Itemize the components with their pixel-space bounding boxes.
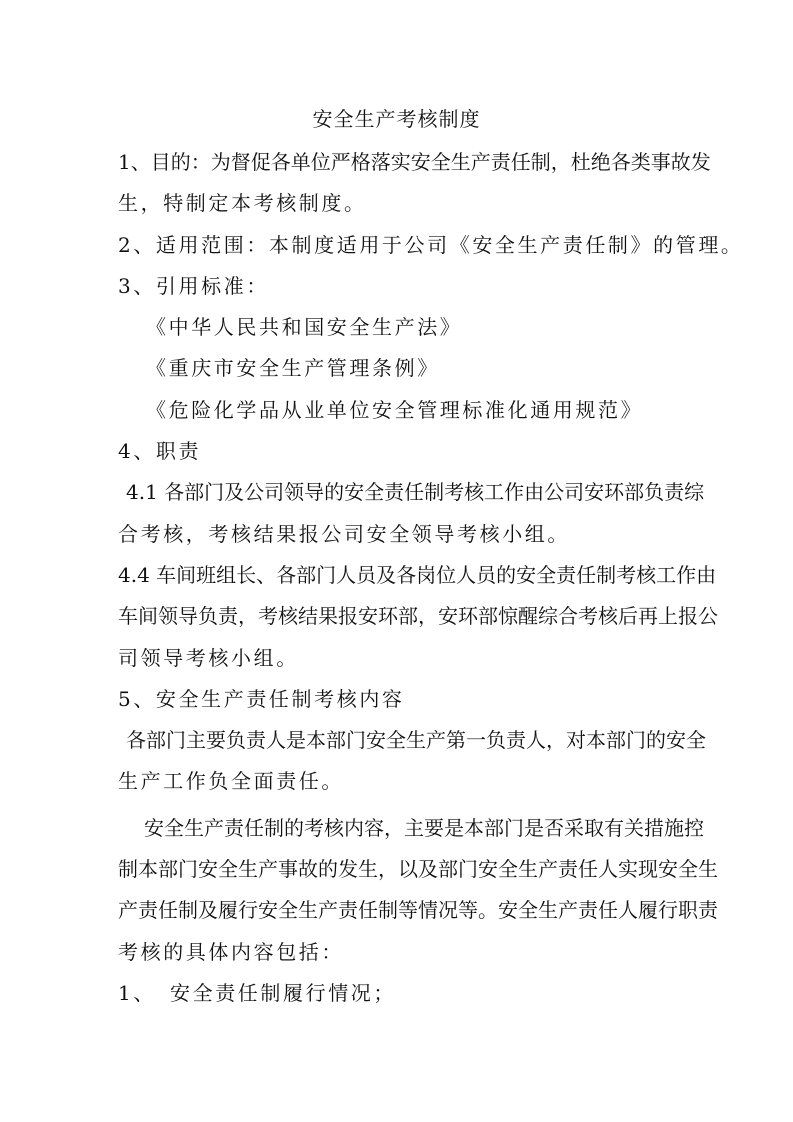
- paragraph-content-line: 产责任制及履行安全生产责任制等情况等。安全生产责任人履行职责: [118, 898, 718, 923]
- duty-4-4-line: 司领导考核小组。: [118, 645, 299, 670]
- list-item: [118, 973, 684, 1014]
- heading-assessment-content: 5、安全生产责任制考核内容: [118, 686, 405, 711]
- paragraph-content-line: 安全生产责任制的考核内容，主要是本部门是否采取有关措施控: [144, 815, 704, 840]
- list-item-text: 安全责任制履行情况；: [170, 980, 396, 1005]
- paragraph-purpose-line: 生，特制定本考核制度。: [118, 191, 367, 216]
- paragraph-scope: 2、适用范围：本制度适用于公司《安全生产责任制》的管理。: [118, 232, 744, 257]
- document-title: 安全生产考核制度: [312, 107, 481, 131]
- paragraph-responsibility-line: 生产工作负全面责任。: [118, 769, 344, 794]
- document-body: [118, 142, 744, 1014]
- duty-4-4-line: 4.4 车间班组长、各部门人员及各岗位人员的安全责任制考核工作由: [118, 562, 717, 587]
- standard-item: 《重庆市安全生产管理条例》: [146, 356, 440, 381]
- list-item-number: 1、: [118, 980, 156, 1005]
- heading-standards: 3、引用标准：: [118, 273, 269, 298]
- standard-item: 《危险化学品从业单位安全管理标准化通用规范》: [146, 397, 644, 422]
- standard-item: 《中华人民共和国安全生产法》: [146, 315, 463, 340]
- duty-4-1-line: 4.1 各部门及公司领导的安全责任制考核工作由公司安环部负责综: [126, 480, 705, 505]
- duty-4-1-line: 合考核，考核结果报公司安全领导考核小组。: [118, 521, 570, 546]
- heading-duties: 4、职责: [118, 439, 202, 464]
- duty-4-4-line: 车间领导负责，考核结果报安环部，安环部惊醒综合考核后再上报公: [118, 604, 718, 629]
- paragraph-responsibility-line: 各部门主要负责人是本部门安全生产第一负责人，对本部门的安全: [126, 728, 706, 753]
- paragraph-content-line: 考核的具体内容包括：: [118, 939, 344, 964]
- paragraph-content-line: 制本部门安全生产事故的发生，以及部门安全生产责任人实现安全生: [118, 857, 718, 882]
- paragraph-purpose-line: 1、目的：为督促各单位严格落实安全生产责任制，杜绝各类事故发: [118, 150, 711, 174]
